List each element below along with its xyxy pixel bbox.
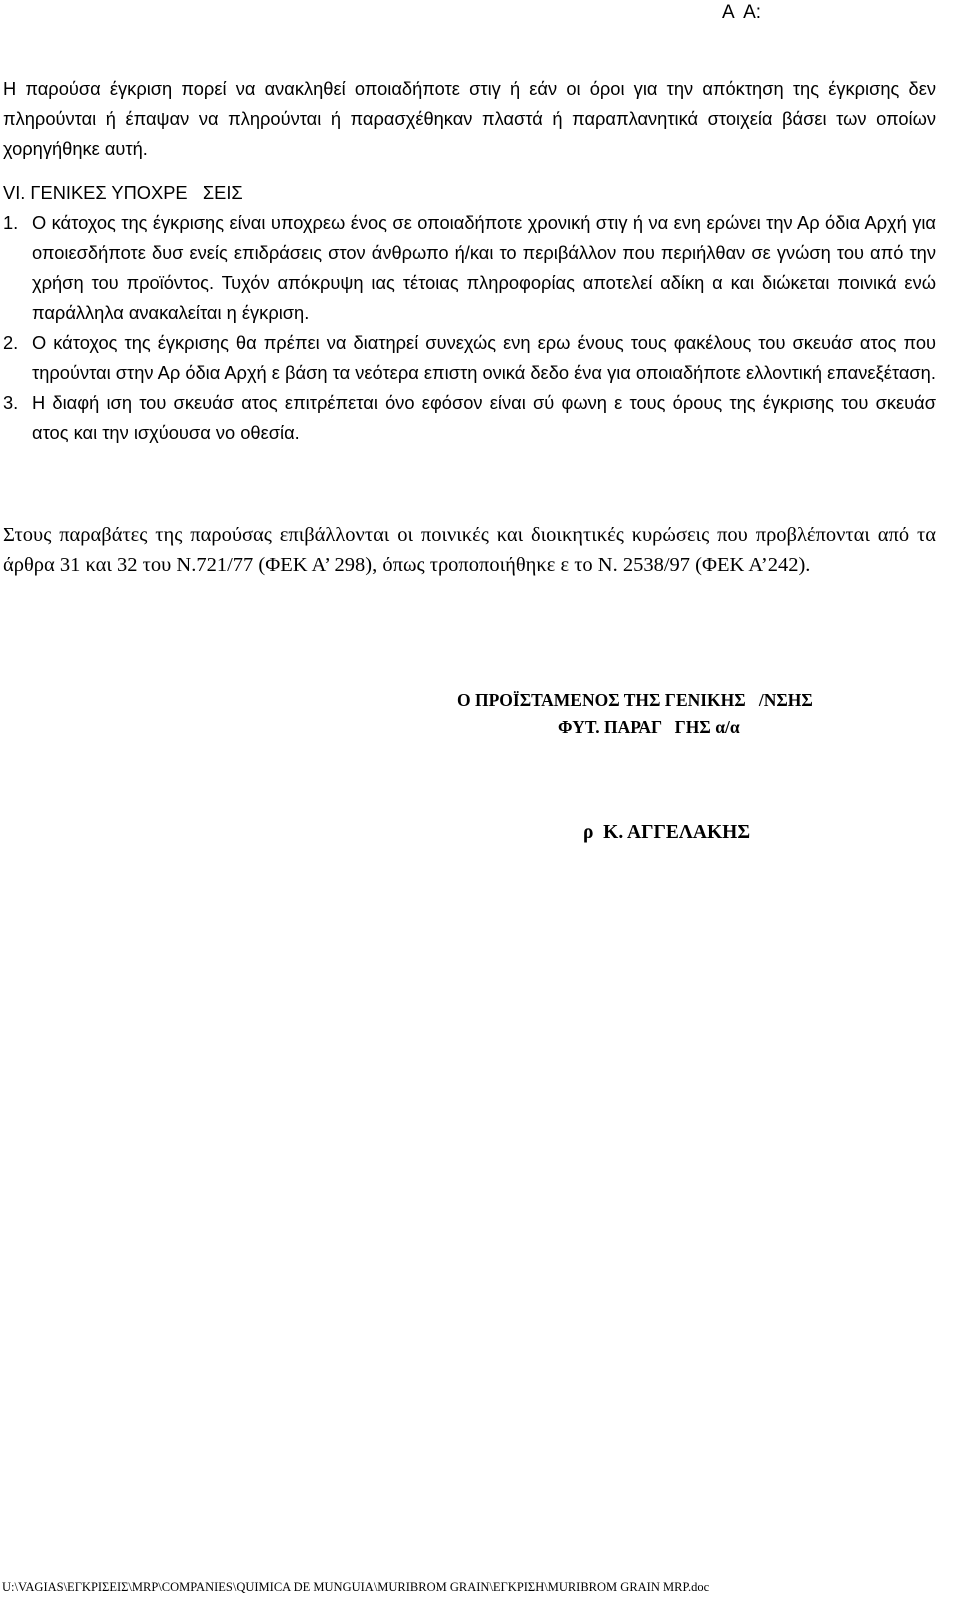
penalties-paragraph: Στους παραβάτες της παρούσας επιβάλλονται οι ποινικές και διοικητικές κυρώσεις που προβλέπονται από τα άρθρα 31 και 32 του Ν.721/77 (ΦΕΚ Α’ 298), όπως τροποποιήθηκε ε το Ν. 2538/97 (ΦΕΚ Α’242).	[3, 524, 936, 576]
obligation-number: 3.	[3, 392, 19, 413]
obligation-text: Η διαφή ιση του σκευάσ ατος επιτρέπεται όνο εφόσον είναι σύ φωνη ε τους όρους της έγκρισης του σκευάσ ατος και την ισχύουσα νο οθεσία.	[32, 392, 936, 443]
obligation-item	[3, 388, 936, 448]
signature-title-line-2: ΦΥΤ. ΠΑΡΑΓ ΓΗΣ α/α	[558, 717, 740, 737]
intro-paragraph: Η παρούσα έγκριση πορεί να ανακληθεί οποιαδήποτε στιγ ή εάν οι όροι για την απόκτηση της έγκρισης δεν πληρούνται ή έπαψαν να πληρούνται ή παρασχέθηκαν πλαστά ή παραπλανητικά στοιχεία βάσει των οποίων χορηγήθηκε αυτή.	[3, 78, 936, 159]
obligations-list	[3, 208, 936, 448]
obligation-text: Ο κάτοχος της έγκρισης είναι υποχρεω ένος σε οποιαδήποτε χρονική στιγ ή να ενη ερώνει την Αρ όδια Αρχή για οποιεσδήποτε δυσ ενείς επιδράσεις στον άνθρωπο ή/και το περιβάλλον που περιήλθαν σε γνώση του από την χρήση του προϊόντος. Τυχόν απόκρυψη ιας τέτοιας πληροφορίας αποτελεί αδίκη α και διώκεται ποινικά ενώ παράλληλα ανακαλείται η έγκριση.	[32, 212, 936, 323]
footer-file-path: U:\VAGIAS\ΕΓΚΡΙΣΕΙΣ\MRP\COMPANIES\QUIMICA DE MUNGUIA\MURIBROM GRAIN\ΕΓΚΡΙΣΗ\MURIBROM GRAIN MRP.doc	[2, 1580, 710, 1594]
obligation-item	[3, 208, 936, 328]
obligation-item	[3, 328, 936, 388]
signer-name: ρ Κ. ΑΓΓΕΛΑΚΗΣ	[583, 822, 751, 843]
signature-title-line-1: Ο ΠΡΟΪΣΤΑΜΕΝΟΣ ΤΗΣ ΓΕΝΙΚΗΣ /ΝΣΗΣ	[457, 690, 813, 710]
section-heading: VI. ΓΕΝΙΚΕΣ ΥΠΟΧΡΕ ΣΕΙΣ	[3, 182, 243, 203]
obligation-number: 1.	[3, 212, 19, 233]
obligation-text: Ο κάτοχος της έγκρισης θα πρέπει να διατηρεί συνεχώς ενη ερω ένους τους φακέλους του σκευάσ ατος που τηρούνται στην Αρ όδια Αρχή ε βάση τα νεότερα επιστη ονικά δεδο ένα για οποιαδήποτε ελλοντική επανεξέταση.	[32, 332, 936, 383]
obligation-number: 2.	[3, 332, 19, 353]
page-header-label: Α Α:	[722, 2, 762, 23]
